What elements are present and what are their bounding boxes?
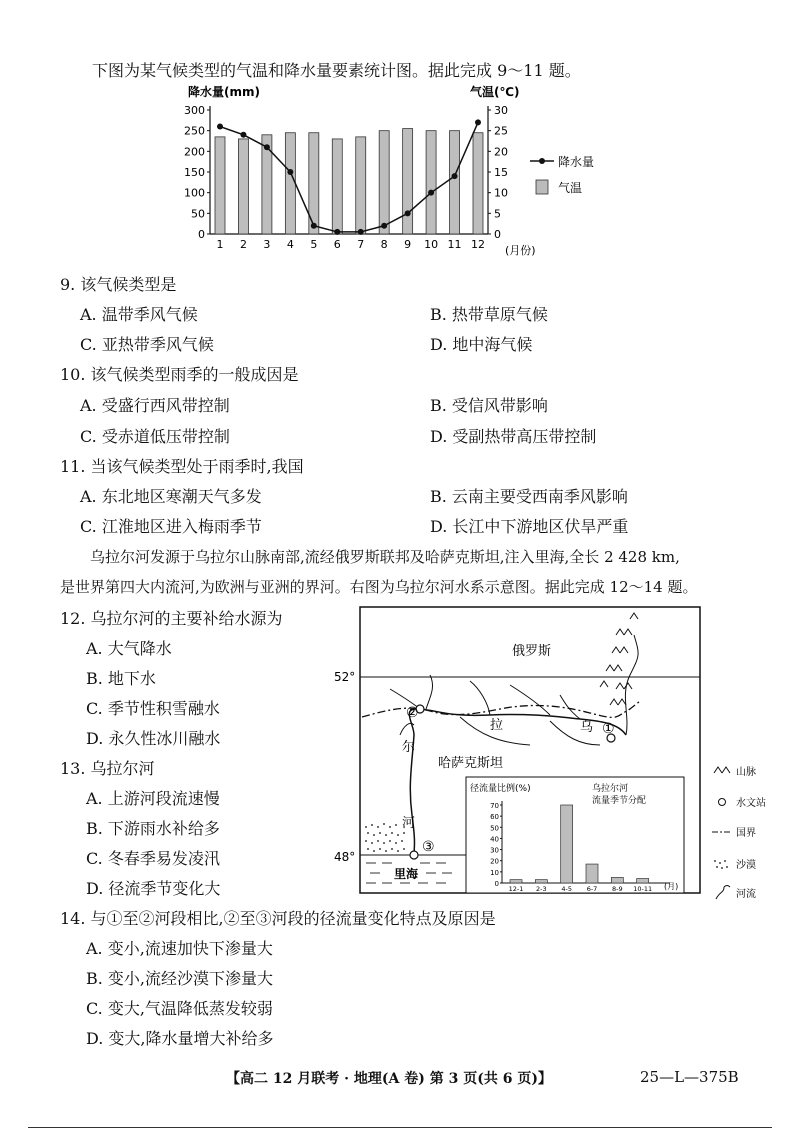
x-tick-label: 1 xyxy=(216,238,224,251)
y-right-tick-label: 30 xyxy=(494,104,508,117)
y-right-tick-label: 0 xyxy=(494,228,501,241)
q9-option-c[interactable]: C. 亚热带季风气候 xyxy=(80,335,214,354)
temp-bar xyxy=(332,139,342,234)
q12-option-a[interactable]: A. 大气降水 xyxy=(86,639,172,658)
legend-temp: 气温 xyxy=(558,181,583,195)
q9-option-b[interactable]: B. 热带草原气候 xyxy=(430,305,548,324)
precip-point xyxy=(334,229,340,235)
inset-runoff-bar xyxy=(611,877,623,883)
q12-option-d[interactable]: D. 永久性冰川融水 xyxy=(86,729,221,748)
x-tick-label: 11 xyxy=(447,238,462,251)
precip-point xyxy=(240,132,246,138)
x-tick-label: 2 xyxy=(239,238,247,251)
q11-option-b[interactable]: B. 云南主要受西南季风影响 xyxy=(430,487,628,506)
q9-option-d[interactable]: D. 地中海气候 xyxy=(430,335,533,354)
footer-page-info: 【高二 12 月联考 · 地理(A 卷) 第 3 页(共 6 页)】 xyxy=(226,1071,552,1087)
climate-chart xyxy=(170,82,595,262)
inset-y-tick-label: 30 xyxy=(490,846,499,855)
temp-bar xyxy=(379,131,389,234)
station-3-icon xyxy=(410,851,418,859)
q13-option-c[interactable]: C. 冬春季易发凌汛 xyxy=(86,849,220,868)
y-left-tick-label: 300 xyxy=(184,104,205,117)
lat-52-label: 52° xyxy=(334,670,356,684)
inset-y-tick-label: 0 xyxy=(494,880,499,888)
inset-runoff-bar xyxy=(586,864,598,883)
precip-point xyxy=(452,173,458,179)
temp-bar xyxy=(450,131,460,234)
y-right-label: 气温(℃) xyxy=(470,85,520,99)
precip-point xyxy=(264,144,270,150)
legend-station-icon xyxy=(719,799,726,806)
x-tick-label: 4 xyxy=(286,238,294,251)
legend-river-label: 河流 xyxy=(736,889,756,900)
station-2-label: ② xyxy=(406,705,419,721)
x-tick-label: 3 xyxy=(263,238,271,251)
q10-option-a[interactable]: A. 受盛行西风带控制 xyxy=(80,396,230,415)
legend-mountain-label: 山脉 xyxy=(736,767,756,778)
precip-point xyxy=(405,210,411,216)
q14-stem: 14. 与①至②河段相比,②至③河段的径流量变化特点及原因是 xyxy=(60,909,496,928)
y-right-tick-label: 5 xyxy=(494,207,501,221)
q10-option-c[interactable]: C. 受赤道低压带控制 xyxy=(80,427,230,446)
temp-bar xyxy=(426,131,436,234)
q13-option-d[interactable]: D. 径流季节变化大 xyxy=(86,879,221,898)
x-tick-label: 8 xyxy=(380,238,388,251)
y-right-tick-label: 25 xyxy=(494,124,508,138)
y-left-tick-label: 0 xyxy=(198,228,205,241)
q13-option-b[interactable]: B. 下游雨水补给多 xyxy=(86,819,220,838)
inset-runoff-bar xyxy=(535,880,547,883)
river-char-er: 尔 xyxy=(402,740,416,755)
legend-dot-icon xyxy=(539,158,545,164)
ural-river-map xyxy=(330,605,780,900)
precip-point xyxy=(475,119,481,125)
y-left-tick-label: 250 xyxy=(184,124,205,138)
inset-runoff-bar xyxy=(561,805,573,883)
q10-option-b[interactable]: B. 受信风带影响 xyxy=(430,396,548,415)
precip-point xyxy=(381,223,387,229)
river-char-he: 河 xyxy=(402,816,416,831)
legend-precip: 降水量 xyxy=(558,155,595,169)
q11-stem: 11. 当该气候类型处于雨季时,我国 xyxy=(60,457,304,476)
x-tick-label: 10 xyxy=(424,238,439,251)
lat-48-label: 48° xyxy=(334,850,356,864)
x-tick-label: 9 xyxy=(404,238,412,251)
intro-text-2b: 是世界第四大内流河,为欧洲与亚洲的界河。右图为乌拉尔河水系示意图。据此完成 12～14 题。 xyxy=(60,578,698,596)
y-right-tick-label: 20 xyxy=(494,145,508,159)
inset-y-tick-label: 40 xyxy=(490,835,499,844)
q9-stem: 9. 该气候类型是 xyxy=(60,275,177,294)
temp-bar xyxy=(403,129,413,234)
q13-stem: 13. 乌拉尔河 xyxy=(60,759,155,778)
x-tick-label: 12 xyxy=(471,238,485,251)
x-tick-label: 5 xyxy=(310,238,318,251)
q14-option-b[interactable]: B. 变小,流经沙漠下渗量大 xyxy=(86,969,274,988)
precip-point xyxy=(428,190,434,196)
temp-bar xyxy=(285,133,295,234)
intro-text-2a: 乌拉尔河发源于乌拉尔山脉南部,流经俄罗斯联邦及哈萨克斯坦,注入里海,全长 2 428 km, xyxy=(90,548,680,566)
russia-label: 俄罗斯 xyxy=(512,644,552,659)
inset-y-tick-label: 50 xyxy=(490,824,499,833)
q14-option-c[interactable]: C. 变大,气温降低蒸发较弱 xyxy=(86,999,273,1018)
legend-border-label: 国界 xyxy=(736,828,756,839)
precip-point xyxy=(287,169,293,175)
q11-option-c[interactable]: C. 江淮地区进入梅雨季节 xyxy=(80,517,262,536)
legend-desert-icon xyxy=(714,860,728,869)
precip-point xyxy=(217,124,223,130)
station-3-label: ③ xyxy=(422,839,435,855)
q12-stem: 12. 乌拉尔河的主要补给水源为 xyxy=(60,609,283,628)
temp-bar xyxy=(356,137,366,234)
x-tick-label: 7 xyxy=(357,238,365,251)
bottom-rule xyxy=(28,1127,772,1128)
inset-x-tick-label: 6-7 xyxy=(586,885,598,893)
q12-option-b[interactable]: B. 地下水 xyxy=(86,669,156,688)
precip-point xyxy=(358,229,364,235)
inset-title-2: 流量季节分配 xyxy=(592,796,647,806)
inset-ylabel: 径流量比例(%) xyxy=(470,784,531,794)
q9-option-a[interactable]: A. 温带季风气候 xyxy=(80,305,198,324)
inset-x-tick-label: 2-3 xyxy=(536,885,547,893)
q12-option-c[interactable]: C. 季节性积雪融水 xyxy=(86,699,220,718)
inset-y-tick-label: 70 xyxy=(490,802,499,810)
y-left-tick-label: 200 xyxy=(184,145,205,159)
legend-bar-icon xyxy=(536,180,548,194)
inset-y-tick-label: 60 xyxy=(490,813,499,822)
precip-point xyxy=(311,223,317,229)
footer-code: 25—L—375B xyxy=(640,1068,739,1086)
kazakhstan-label: 哈萨克斯坦 xyxy=(438,756,504,771)
q10-option-d[interactable]: D. 受副热带高压带控制 xyxy=(430,427,597,446)
intro-text-1: 下图为某气候类型的气温和降水量要素统计图。据此完成 9～11 题。 xyxy=(92,61,581,80)
map-legend xyxy=(712,765,766,900)
legend-desert-label: 沙漠 xyxy=(736,860,756,871)
inset-runoff-bar xyxy=(637,879,649,883)
inset-x-tick-label: 8-9 xyxy=(612,885,623,893)
temp-bar xyxy=(473,133,483,234)
q14-option-a[interactable]: A. 变小,流速加快下渗量大 xyxy=(86,939,273,958)
q11-option-a[interactable]: A. 东北地区寒潮天气多发 xyxy=(80,487,262,506)
station-1-label: ① xyxy=(602,721,615,737)
temp-bar xyxy=(238,139,248,234)
y-left-label: 降水量(mm) xyxy=(188,85,260,99)
precip-line xyxy=(220,122,478,232)
y-left-tick-label: 50 xyxy=(191,207,205,221)
x-tick-label: 6 xyxy=(333,238,341,251)
temp-bar xyxy=(215,137,225,234)
inset-xlabel: (月) xyxy=(664,882,679,891)
q11-option-d[interactable]: D. 长江中下游地区伏旱严重 xyxy=(430,517,629,536)
y-left-tick-label: 150 xyxy=(184,166,205,179)
x-axis-label: (月份) xyxy=(505,244,536,257)
y-right-tick-label: 15 xyxy=(494,166,508,179)
inset-title-1: 乌拉尔河 xyxy=(592,784,629,794)
river-char-la: 拉 xyxy=(490,718,504,733)
inset-runoff-bar xyxy=(510,880,522,883)
q13-option-a[interactable]: A. 上游河段流速慢 xyxy=(86,789,220,808)
inset-x-tick-label: 4-5 xyxy=(561,885,572,893)
river-char-wu: 乌 xyxy=(580,720,594,735)
q14-option-d[interactable]: D. 变大,降水量增大补给多 xyxy=(86,1029,274,1048)
sea-label: 里海 xyxy=(394,867,419,881)
q10-stem: 10. 该气候类型雨季的一般成因是 xyxy=(60,365,299,384)
legend-station-label: 水文站 xyxy=(736,798,766,809)
y-left-tick-label: 100 xyxy=(184,186,205,200)
inset-x-tick-label: 12-1 xyxy=(508,885,524,893)
inset-y-tick-label: 10 xyxy=(490,868,499,877)
y-right-tick-label: 10 xyxy=(494,186,508,200)
inset-x-tick-label: 10-11 xyxy=(633,885,653,893)
inset-y-tick-label: 20 xyxy=(490,857,499,866)
legend-river-icon xyxy=(716,886,730,900)
legend-mountain-icon xyxy=(714,767,730,773)
